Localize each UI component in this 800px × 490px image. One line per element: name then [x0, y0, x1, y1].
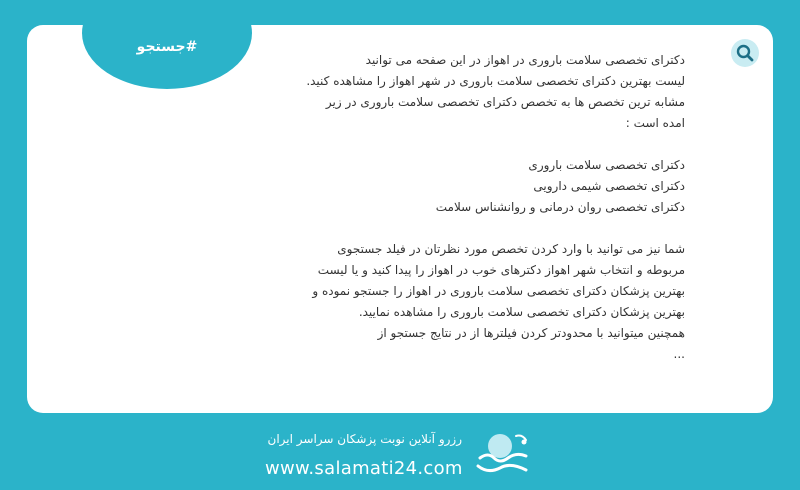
intro-line: دکترای تخصصی سلامت باروری در اهواز در این صفحه می توانید	[365, 53, 685, 67]
search-icon	[735, 43, 755, 63]
related-specialty-item[interactable]: دکترای تخصصی سلامت باروری	[528, 158, 685, 172]
footer-tagline: رزرو آنلاین نوبت پزشکان سراسر ایران	[267, 432, 462, 446]
search-button[interactable]	[731, 39, 759, 67]
related-specialty-item[interactable]: دکترای تخصصی شیمی دارویی	[533, 179, 685, 193]
hashtag-label[interactable]: #جستجو	[136, 39, 198, 55]
intro-line: لیست بهترین دکترای تخصصی سلامت باروری در شهر اهواز را مشاهده کنید.	[306, 74, 685, 88]
salamati-logo-icon	[470, 428, 536, 480]
hashtag-bubble[interactable]	[82, 25, 252, 89]
outro-paragraph: شما نیز می توانید با وارد کردن تخصص مورد نظرتان در فیلد جستجوی مربوطه و انتخاب شهر اهواز دکترهای خوب در اهواز را پیدا کنید و یا لیست بهترین پزشکان دکترای تخصصی سلامت باروری در اهواز را جستجو نموده و بهترین پزشکان دکترای تخصصی سلامت باروری را مشاهده نمایید.	[312, 242, 685, 319]
content-card	[27, 25, 773, 413]
spacer	[305, 134, 685, 155]
footer-url[interactable]: www.salamati24.com	[265, 458, 463, 479]
related-specialty-item[interactable]: دکترای تخصصی روان درمانی و روانشناس سلامت	[435, 200, 685, 214]
description-text	[305, 50, 685, 365]
ellipsis: ...	[673, 347, 685, 361]
spacer	[305, 218, 685, 239]
intro-line: مشابه ترین تخصص ها به تخصص دکترای تخصصی سلامت باروری در زیر امده است :	[325, 95, 685, 130]
outro-line: همچنین میتوانید با محدودتر کردن فیلترها از در نتایج جستجو از	[377, 326, 685, 340]
